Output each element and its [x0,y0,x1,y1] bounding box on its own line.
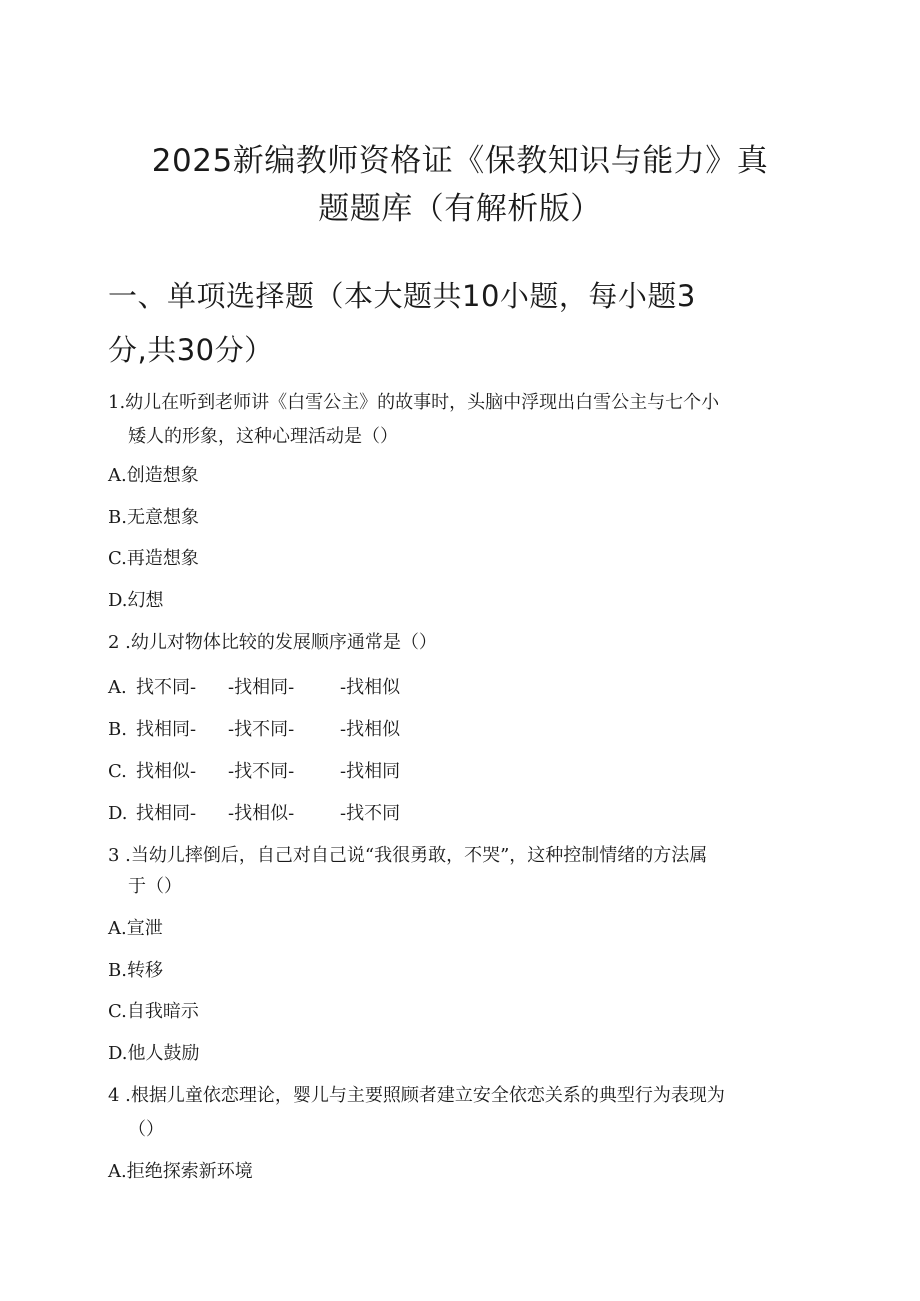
q2-stem-line1: 2 .幼儿对物体比较的发展顺序通常是（） [108,632,437,653]
q2-option-a-part1: 找不同- [136,677,197,698]
q1-option-d: D.幻想 [108,590,164,611]
q2-option-b-part3: -找相似 [340,719,401,740]
q2-option-d [108,801,400,827]
q2-option-a-part2: -找相同- [228,677,295,698]
q4-stem-line2: （） [128,1119,164,1140]
q3-option-b: B.转移 [108,960,163,981]
q2-option-a-part3: -找相似 [340,677,401,698]
q2-option-a-letter: A. [108,677,127,698]
q2-option-c [108,759,400,785]
q2-option-b-part2: -找不同- [228,719,295,740]
q2-option-b-letter: B. [108,719,127,740]
q2-option-d-letter: D. [108,803,128,824]
document-title-line1: 2025新编教师资格证《保教知识与能力》真 [151,143,769,179]
q3-option-a: A.宣泄 [108,918,163,939]
section-heading-line1: 一、单项选择题（本大题共10小题，每小题3 [108,279,696,313]
q2-option-c-part2: -找不同- [228,761,295,782]
q2-option-c-letter: C. [108,761,127,782]
q1-stem-line2: 矮人的形象，这种心理活动是（） [128,426,398,447]
q2-option-d-part2: -找相似- [228,803,295,824]
q3-option-d: D.他人鼓励 [108,1043,200,1064]
q2-option-b [108,717,400,743]
q4-option-a: A.拒绝探索新环境 [108,1161,253,1182]
q3-stem-line1: 3 .当幼儿摔倒后，自己对自己说“我很勇敢，不哭”，这种控制情绪的方法属 [108,845,708,866]
section-heading-line2: 分,共30分） [108,333,274,367]
q3-option-c: C.自我暗示 [108,1001,199,1022]
q2-option-c-part1: 找相似- [136,761,197,782]
q1-option-b: B.无意想象 [108,507,199,528]
document-title-line2: 题题库（有解析版） [318,191,602,227]
q3-stem-line2: 于（） [128,876,182,897]
q2-option-c-part3: -找相同 [340,761,401,782]
q1-stem-line1: 1.幼儿在听到老师讲《白雪公主》的故事时，头脑中浮现出白雪公主与七个小 [108,392,720,413]
q1-option-a: A.创造想象 [108,465,199,486]
q2-option-b-part1: 找相同- [136,719,197,740]
q2-option-d-part3: -找不同 [340,803,401,824]
q2-option-d-part1: 找相同- [136,803,197,824]
q1-option-c: C.再造想象 [108,548,199,569]
q4-stem-line1: 4 .根据儿童依恋理论，婴儿与主要照顾者建立安全依恋关系的典型行为表现为 [108,1085,725,1106]
q2-option-a [108,675,400,701]
